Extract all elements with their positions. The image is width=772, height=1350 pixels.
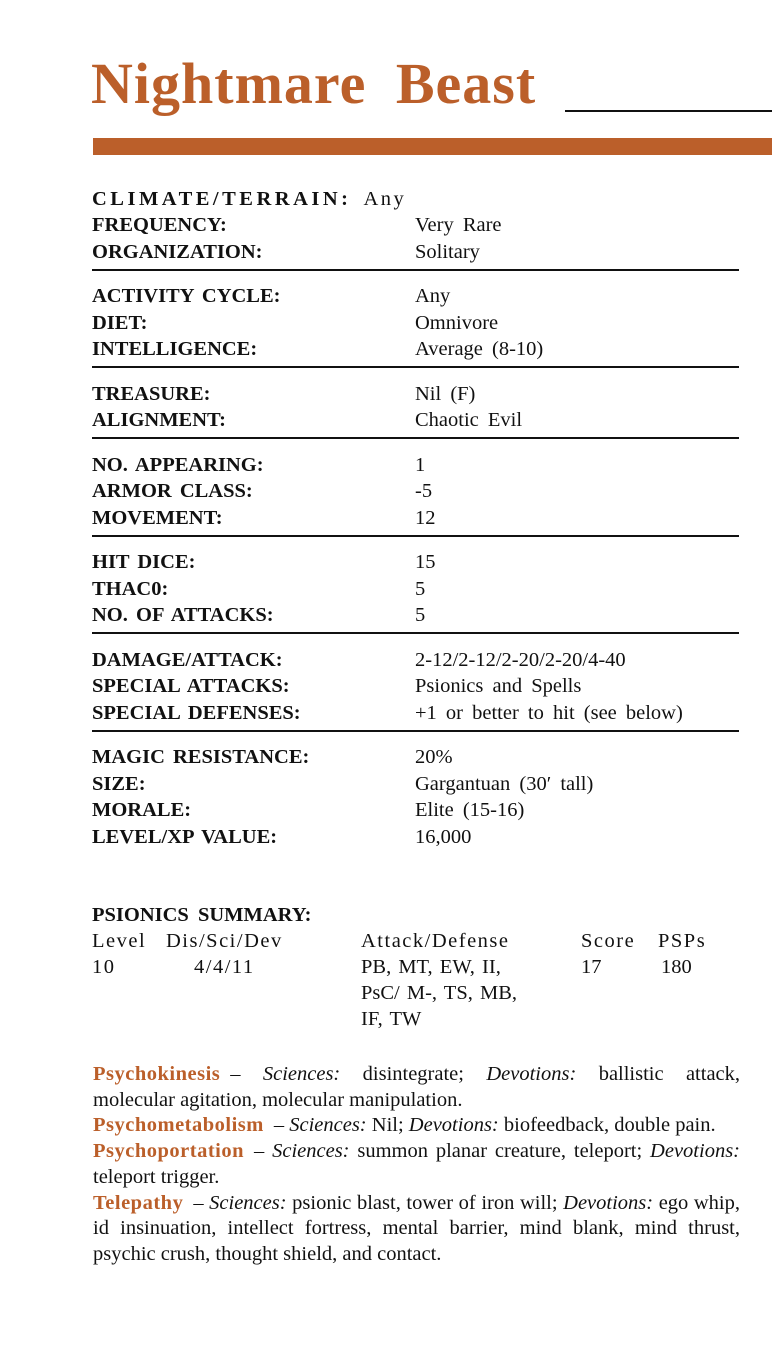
stat-row xyxy=(92,186,739,213)
devotions-label: Devotions: xyxy=(486,1063,577,1085)
devotions-label: Devotions: xyxy=(650,1140,740,1163)
sciences-text: disintegrate; xyxy=(362,1063,464,1085)
stat-label: DAMAGE/ATTACK: xyxy=(92,648,283,671)
devotions-text: teleport trigger. xyxy=(93,1165,220,1188)
devotions-text: ballistic attack, molecular agitation, molecular manipulation. xyxy=(93,1063,741,1111)
stat-value: Solitary xyxy=(415,240,480,263)
stat-row xyxy=(92,647,739,674)
stat-label: FREQUENCY: xyxy=(92,214,227,237)
stat-value: Nil (F) xyxy=(415,382,476,405)
stat-value: Chaotic Evil xyxy=(415,409,523,432)
stat-row xyxy=(92,452,739,479)
stat-label: ARMOR CLASS: xyxy=(92,480,253,503)
stat-row xyxy=(92,505,739,532)
accent-bar xyxy=(93,138,772,155)
sciences-text: Nil; xyxy=(371,1114,404,1137)
stat-row xyxy=(92,239,739,266)
psi-attack-defense-line: PsC/ M-, TS, MB, xyxy=(361,982,518,1004)
stat-group-4 xyxy=(92,452,739,537)
stat-value: -5 xyxy=(415,480,433,503)
psi-score-value: 17 xyxy=(581,956,602,978)
discipline-psychokinesis xyxy=(93,1062,740,1113)
stat-label: ALIGNMENT: xyxy=(92,409,227,432)
stat-row xyxy=(92,284,739,311)
psi-dis-sci-dev-value: 4/4/11 xyxy=(194,956,255,978)
stat-value: Any xyxy=(415,285,451,308)
discipline-name: Psychoportation xyxy=(93,1140,244,1163)
stat-row xyxy=(92,337,739,364)
stat-label: CLIMATE/TERRAIN: xyxy=(92,187,352,210)
stat-row xyxy=(92,310,739,337)
psionics-table xyxy=(92,928,732,1038)
stat-label: INTELLIGENCE: xyxy=(92,338,258,361)
sciences-label: – Sciences: xyxy=(230,1063,341,1085)
discipline-psychoportation xyxy=(93,1139,740,1190)
stat-value: Any xyxy=(363,187,407,210)
psi-header-attack-defense: Attack/Defense xyxy=(361,930,510,952)
stat-value: Gargantuan (30′ tall) xyxy=(415,772,594,795)
stat-row xyxy=(92,213,739,240)
discipline-psychometabolism xyxy=(93,1113,740,1139)
stat-label: SPECIAL DEFENSES: xyxy=(92,701,301,724)
stat-row xyxy=(92,479,739,506)
stat-row xyxy=(92,824,739,851)
stat-label: TREASURE: xyxy=(92,382,211,405)
stat-label: MAGIC RESISTANCE: xyxy=(92,746,310,769)
psi-psps-value: 180 xyxy=(661,956,692,978)
devotions-text: biofeedback, double pain. xyxy=(503,1114,716,1137)
stat-value: 5 xyxy=(415,577,426,600)
stat-row xyxy=(92,576,739,603)
stat-label: SIZE: xyxy=(92,772,146,795)
psi-header-level: Level xyxy=(92,930,147,952)
stat-value: Very Rare xyxy=(415,214,502,237)
discipline-name: Telepathy xyxy=(93,1191,184,1214)
devotions-label: Devotions: xyxy=(563,1191,654,1214)
stat-value: +1 or better to hit (see below) xyxy=(415,701,683,724)
psi-header-score: Score xyxy=(581,930,636,952)
stat-row xyxy=(92,550,739,577)
stat-label: ACTIVITY CYCLE: xyxy=(92,285,281,308)
stat-value: 5 xyxy=(415,604,426,627)
psi-level-value: 10 xyxy=(92,956,116,978)
stat-label: ORGANIZATION: xyxy=(92,240,263,263)
stat-value: 16,000 xyxy=(415,825,472,848)
stat-row xyxy=(92,798,739,825)
stat-value: 20% xyxy=(415,746,453,769)
devotions-label: Devotions: xyxy=(408,1114,499,1137)
stat-row xyxy=(92,674,739,701)
stat-row xyxy=(92,700,739,727)
stat-group-3 xyxy=(92,381,739,439)
stat-label: MOVEMENT: xyxy=(92,506,223,529)
stat-group-2 xyxy=(92,284,739,369)
stat-label: THAC0: xyxy=(92,577,169,600)
stat-group-5 xyxy=(92,550,739,635)
stat-row xyxy=(92,771,739,798)
stat-group-7 xyxy=(92,745,739,854)
stat-block xyxy=(92,186,739,867)
stat-value: 15 xyxy=(415,551,436,574)
psi-attack-defense-line: PB, MT, EW, II, xyxy=(361,956,501,978)
sciences-text: psionic blast, tower of iron will; xyxy=(292,1191,558,1214)
stat-group-6 xyxy=(92,647,739,732)
stat-label: NO. APPEARING: xyxy=(92,453,264,476)
stat-label: NO. OF ATTACKS: xyxy=(92,604,274,627)
stat-row xyxy=(92,381,739,408)
sciences-label: – Sciences: xyxy=(273,1114,367,1137)
stat-label: MORALE: xyxy=(92,799,192,822)
stat-value: 2-12/2-12/2-20/2-20/4-40 xyxy=(415,648,626,671)
stat-value: 1 xyxy=(415,453,426,476)
sciences-label: – Sciences: xyxy=(254,1140,350,1163)
stat-label: SPECIAL ATTACKS: xyxy=(92,675,290,698)
discipline-name: Psychometabolism xyxy=(93,1114,264,1137)
psionics-heading: PSIONICS SUMMARY: xyxy=(92,904,312,926)
stat-label: DIET: xyxy=(92,311,148,334)
stat-row xyxy=(92,603,739,630)
stat-value: Omnivore xyxy=(415,311,499,334)
stat-label: HIT DICE: xyxy=(92,551,196,574)
stat-value: Psionics and Spells xyxy=(415,675,582,698)
stat-label: LEVEL/XP VALUE: xyxy=(92,825,278,848)
psionic-disciplines xyxy=(93,1062,740,1268)
page-title: Nightmare Beast xyxy=(91,51,537,116)
stat-row xyxy=(92,408,739,435)
stat-value: Elite (15-16) xyxy=(415,799,525,822)
discipline-telepathy xyxy=(93,1191,740,1268)
title-rule xyxy=(565,110,772,112)
devotions-text: ego whip, id insinuation, intellect fortress, mental barrier, mind blank, mind thrust, psychic crush, thought shield, and contact. xyxy=(93,1191,741,1265)
stat-row xyxy=(92,745,739,772)
psi-header-psps: PSPs xyxy=(658,930,707,952)
stat-value: Average (8-10) xyxy=(415,338,544,361)
stat-group-1 xyxy=(92,186,739,271)
sciences-text: summon planar creature, teleport; xyxy=(357,1140,643,1163)
psi-header-dis-sci-dev: Dis/Sci/Dev xyxy=(166,930,283,952)
stat-value: 12 xyxy=(415,506,436,529)
discipline-name: Psychokinesis xyxy=(93,1063,221,1085)
sciences-label: – Sciences: xyxy=(193,1191,287,1214)
psi-attack-defense-line: IF, TW xyxy=(361,1008,422,1030)
